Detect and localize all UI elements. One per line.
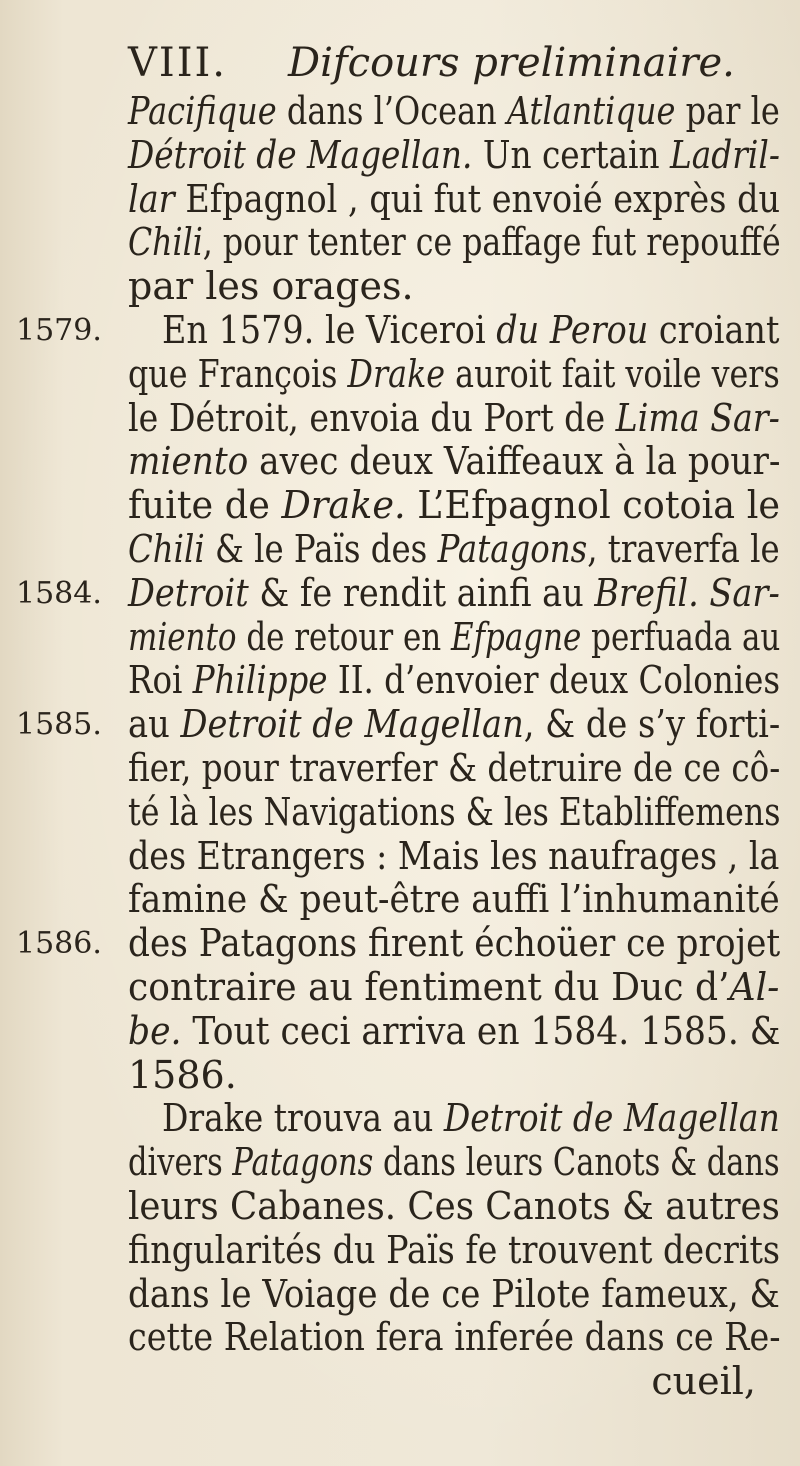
- text-line: [0, 1010, 800, 1054]
- text-segment: dans l’Ocean: [276, 89, 507, 133]
- text-segment: té là les Navigations & les Etabliffemens: [128, 789, 781, 834]
- body-text: [0, 90, 800, 1404]
- text-segment: , traverfa le: [587, 526, 780, 571]
- text-segment: [699, 571, 710, 615]
- italic-segment: Philippe: [192, 658, 328, 703]
- text-line: [0, 397, 800, 441]
- text-segment: & le Païs des: [204, 526, 438, 571]
- line-text: [128, 747, 780, 791]
- text-line: [0, 966, 800, 1010]
- text-segment: Un certain: [472, 132, 671, 177]
- text-line: [0, 1273, 800, 1317]
- text-line: [0, 878, 800, 922]
- italic-segment: Patagons: [232, 1140, 374, 1185]
- text-segment: des Patagons firent échoüer ce projet: [128, 921, 781, 966]
- italic-segment: Drake.: [281, 483, 406, 528]
- line-text: [128, 791, 780, 835]
- line-text: [128, 878, 780, 922]
- text-segment: le Détroit, envoia du Port de: [128, 395, 616, 440]
- text-segment: dans le Voiage de ce Pilote fameux, &: [128, 1271, 780, 1316]
- text-segment: II. d’envoier deux Colonies: [327, 658, 781, 703]
- margin-year: 1584.: [16, 575, 102, 611]
- line-text: [128, 397, 780, 441]
- margin-year: 1586.: [16, 926, 102, 962]
- line-text: [128, 616, 780, 660]
- line-text: [128, 1316, 781, 1360]
- line-text: [128, 572, 780, 616]
- text-line: [0, 747, 800, 791]
- line-text: [128, 265, 414, 309]
- margin-year: 1585.: [16, 707, 102, 743]
- italic-segment: Lima Sar-: [615, 395, 780, 440]
- italic-segment: Chili: [128, 526, 205, 571]
- italic-segment: Detroit de Magellan: [443, 1096, 780, 1141]
- text-line: [0, 572, 800, 616]
- italic-segment: du Perou: [496, 307, 649, 352]
- text-segment: croiant: [648, 307, 780, 352]
- text-line: [0, 703, 800, 747]
- text-segment: Efpagnol , qui fut envoié exprès du: [174, 176, 781, 221]
- text-line: [0, 1360, 800, 1404]
- text-line: [0, 1316, 800, 1360]
- line-text: [162, 1097, 780, 1141]
- text-segment: , & de s’y forti-: [523, 702, 781, 747]
- page-header: [128, 40, 768, 86]
- italic-segment: Drake: [347, 351, 446, 396]
- text-line: [0, 440, 800, 484]
- text-line: [0, 484, 800, 528]
- text-segment: avec deux Vaiffeaux à la pour-: [248, 439, 781, 484]
- text-segment: Roi: [128, 658, 193, 703]
- text-line: [0, 616, 800, 660]
- margin-year: 1579.: [16, 312, 102, 348]
- text-segment: , pour tenter ce paffage fut repouffé: [202, 220, 781, 265]
- line-text: [128, 1185, 780, 1229]
- text-line: [0, 922, 800, 966]
- text-line: [0, 265, 800, 309]
- italic-segment: Sar-: [709, 570, 780, 615]
- line-text: [128, 1229, 780, 1273]
- text-segment: fingularités du Païs fe trouvent decrits: [128, 1227, 781, 1272]
- text-segment: par le: [675, 89, 780, 133]
- text-segment: cette Relation fera inferée dans ce Re-: [128, 1315, 781, 1360]
- line-text: [128, 835, 779, 879]
- text-segment: fier, pour traverfer & detruire de ce cô-: [128, 745, 781, 790]
- text-line: [0, 1097, 800, 1141]
- text-line: [0, 1229, 800, 1273]
- italic-segment: Ladril-: [670, 132, 780, 177]
- text-line: [0, 221, 800, 265]
- text-segment: dans leurs Canots & dans: [373, 1140, 780, 1185]
- text-segment: famine & peut-être auffi l’inhumanité: [128, 877, 780, 922]
- line-text: [128, 484, 780, 528]
- line-text: [128, 90, 780, 134]
- text-segment: Drake trouva au: [162, 1096, 444, 1141]
- italic-segment: Al-: [729, 964, 780, 1009]
- text-segment: de retour en: [236, 614, 452, 659]
- line-text: [128, 1141, 780, 1185]
- italic-segment: Detroit de Magellan: [180, 702, 524, 747]
- italic-segment: lar: [128, 176, 175, 221]
- italic-segment: Chili: [128, 220, 203, 265]
- line-text: [128, 134, 780, 178]
- line-text: [128, 922, 780, 966]
- text-line: [0, 90, 800, 134]
- line-text: [162, 309, 779, 353]
- italic-segment: Pacifique: [128, 89, 277, 133]
- italic-segment: be.: [128, 1008, 182, 1053]
- text-segment: auroit fait voile vers: [445, 351, 780, 396]
- text-segment: En 1579. le Viceroi: [162, 307, 497, 352]
- text-line: [0, 309, 800, 353]
- line-text: [128, 528, 780, 572]
- italic-segment: miento: [128, 614, 237, 659]
- line-text: [128, 703, 780, 747]
- text-line: [0, 134, 800, 178]
- line-text: [128, 178, 780, 222]
- line-text: [128, 1054, 237, 1098]
- line-text: [128, 221, 781, 265]
- italic-segment: Efpagne: [451, 614, 582, 659]
- text-segment: au: [128, 702, 181, 747]
- text-line: [0, 835, 800, 879]
- line-text: [128, 440, 780, 484]
- text-segment: des Etrangers : Mais les naufrages , la: [128, 833, 780, 878]
- italic-segment: Atlantique: [506, 89, 676, 133]
- text-line: [0, 659, 800, 703]
- text-segment: contraire au fentiment du Duc d’: [128, 964, 730, 1009]
- line-text: [128, 1010, 780, 1054]
- page-number: VIII.: [128, 40, 228, 86]
- text-segment: que François: [128, 351, 348, 396]
- text-segment: par les orages.: [128, 264, 414, 309]
- text-line: [0, 791, 800, 835]
- text-segment: divers: [128, 1140, 233, 1185]
- italic-segment: miento: [128, 439, 249, 484]
- italic-segment: Detroit: [128, 570, 249, 615]
- italic-segment: Détroit de Magellan.: [128, 132, 473, 177]
- italic-segment: Brefil.: [594, 570, 699, 615]
- text-segment: & fe rendit ainfi au: [248, 570, 595, 615]
- line-text: [128, 353, 780, 397]
- line-text: [128, 1273, 780, 1317]
- text-line: [0, 353, 800, 397]
- text-segment: cueil,: [651, 1359, 756, 1404]
- text-segment: Tout ceci arriva en 1584. 1585. &: [181, 1008, 781, 1053]
- text-segment: L’Efpagnol cotoia le: [405, 483, 781, 528]
- text-segment: perfuada au: [581, 614, 781, 659]
- text-line: [0, 1185, 800, 1229]
- line-text: [128, 659, 780, 703]
- text-line: [0, 528, 800, 572]
- line-text: [651, 1360, 756, 1404]
- italic-segment: Patagons: [437, 526, 588, 571]
- text-line: [0, 178, 800, 222]
- text-line: [0, 1054, 800, 1098]
- text-segment: leurs Cabanes. Ces Canots & autres: [128, 1183, 780, 1228]
- text-segment: 1586.: [128, 1052, 237, 1097]
- running-title: Difcours preliminaire.: [288, 40, 735, 86]
- text-segment: fuite de: [128, 483, 282, 528]
- line-text: [128, 966, 779, 1010]
- text-line: [0, 1141, 800, 1185]
